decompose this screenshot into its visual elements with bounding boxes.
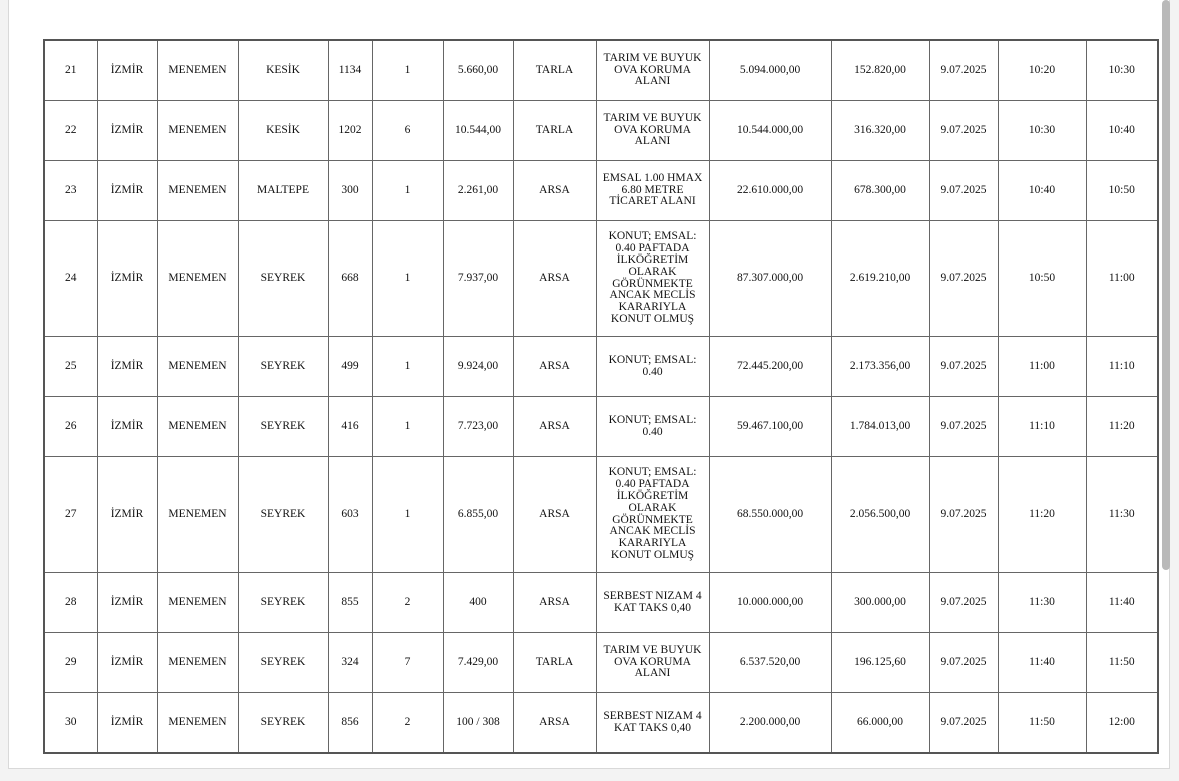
il-text: İZMİR [110, 272, 144, 285]
deposit-cell [831, 457, 929, 573]
end-time-cell [1086, 397, 1158, 457]
tarih-text: 9.07.2025 [940, 508, 987, 521]
bitis-text: 10:40 [1108, 124, 1135, 137]
province-cell [97, 633, 157, 693]
block-cell [328, 221, 372, 337]
no-text: 26 [65, 420, 77, 433]
start-time-cell [998, 40, 1086, 101]
deposit-cell [831, 397, 929, 457]
deposit-cell [831, 573, 929, 633]
district-cell [157, 221, 238, 337]
estimated-value-cell [709, 101, 831, 161]
province-cell [97, 457, 157, 573]
block-cell [328, 457, 372, 573]
ada-text: 416 [341, 420, 359, 433]
bitis-text: 10:30 [1108, 64, 1135, 77]
mahalle-text: SEYREK [260, 656, 306, 669]
imar-text: KONUT; EMSAL: 0.40 PAFTADA İLKÖĞRETİM OLARAK GÖRÜNMEKTE ANCAK MECLİS KARARIYLA KONUT OLMUŞ [608, 231, 697, 325]
district-cell [157, 40, 238, 101]
bitis-text: 11:20 [1108, 420, 1135, 433]
table-row [44, 573, 1158, 633]
province-cell [97, 161, 157, 221]
auction-date-cell [929, 633, 998, 693]
end-time-cell [1086, 40, 1158, 101]
teminat-text: 196.125,60 [854, 656, 906, 669]
mahalle-text: SEYREK [260, 716, 306, 729]
bedel-text: 72.445.200,00 [736, 360, 804, 373]
area-cell [443, 40, 513, 101]
ada-text: 1134 [338, 64, 362, 77]
nitelik-text: ARSA [539, 272, 570, 285]
no-text: 21 [65, 64, 77, 77]
end-time-cell [1086, 633, 1158, 693]
ada-text: 499 [341, 360, 359, 373]
row-number-cell [44, 457, 97, 573]
area-cell [443, 633, 513, 693]
parcel-cell [372, 337, 443, 397]
zoning-status-cell [596, 161, 709, 221]
nitelik-text: ARSA [539, 360, 570, 373]
tarih-text: 9.07.2025 [940, 184, 987, 197]
imar-text: SERBEST NİZAM 4 KAT TAKS 0,40 [603, 710, 702, 734]
province-cell [97, 221, 157, 337]
block-cell [328, 693, 372, 754]
ada-text: 603 [341, 508, 359, 521]
area-cell [443, 161, 513, 221]
no-text: 28 [65, 596, 77, 609]
mahalle-text: SEYREK [260, 596, 306, 609]
imar-text: SERBEST NİZAM 4 KAT TAKS 0,40 [603, 590, 702, 614]
teminat-text: 2.619.210,00 [849, 272, 911, 285]
end-time-cell [1086, 457, 1158, 573]
estimated-value-cell [709, 633, 831, 693]
table-row [44, 693, 1158, 754]
property-type-cell [513, 101, 596, 161]
end-time-cell [1086, 337, 1158, 397]
deposit-cell [831, 161, 929, 221]
end-time-cell [1086, 161, 1158, 221]
baslangic-text: 11:00 [1029, 360, 1055, 373]
area-cell [443, 337, 513, 397]
baslangic-text: 10:30 [1028, 124, 1056, 137]
district-cell [157, 337, 238, 397]
district-cell [157, 101, 238, 161]
zoning-status-cell [596, 337, 709, 397]
alan-text: 7.723,00 [457, 420, 499, 433]
zoning-status-cell [596, 40, 709, 101]
auction-date-cell [929, 337, 998, 397]
start-time-cell [998, 161, 1086, 221]
no-text: 29 [65, 656, 77, 669]
parsel-text: 1 [404, 360, 411, 373]
bedel-text: 6.537.520,00 [739, 656, 801, 669]
zoning-status-cell [596, 397, 709, 457]
parcel-cell [372, 101, 443, 161]
alan-text: 7.937,00 [457, 272, 499, 285]
parcel-cell [372, 397, 443, 457]
parcel-cell [372, 40, 443, 101]
start-time-cell [998, 633, 1086, 693]
block-cell [328, 573, 372, 633]
row-number-cell [44, 693, 97, 754]
neighborhood-cell [238, 337, 328, 397]
tarih-text: 9.07.2025 [940, 124, 987, 137]
auction-date-cell [929, 101, 998, 161]
start-time-cell [998, 221, 1086, 337]
ilce-text: MENEMEN [168, 184, 227, 197]
province-cell [97, 40, 157, 101]
row-number-cell [44, 221, 97, 337]
table-row [44, 101, 1158, 161]
deposit-cell [831, 693, 929, 754]
district-cell [157, 161, 238, 221]
row-number-cell [44, 633, 97, 693]
auction-date-cell [929, 161, 998, 221]
imar-text: KONUT; EMSAL: 0.40 [608, 354, 697, 378]
property-type-cell [513, 161, 596, 221]
neighborhood-cell [238, 221, 328, 337]
deposit-cell [831, 633, 929, 693]
estimated-value-cell [709, 221, 831, 337]
teminat-text: 678.300,00 [854, 184, 906, 197]
table-row [44, 40, 1158, 101]
baslangic-text: 11:50 [1029, 716, 1055, 729]
estimated-value-cell [709, 397, 831, 457]
imar-text: KONUT; EMSAL: 0.40 PAFTADA İLKÖĞRETİM OLARAK GÖRÜNMEKTE ANCAK MECLİS KARARIYLA KONUT OLMUŞ [608, 467, 697, 561]
baslangic-text: 10:50 [1028, 272, 1056, 285]
table-body [44, 40, 1158, 753]
bitis-text: 12:00 [1108, 716, 1135, 729]
property-type-cell [513, 633, 596, 693]
teminat-text: 2.056.500,00 [849, 508, 911, 521]
bedel-text: 5.094.000,00 [739, 64, 801, 77]
block-cell [328, 40, 372, 101]
auction-date-cell [929, 397, 998, 457]
parcel-cell [372, 573, 443, 633]
ada-text: 668 [341, 272, 359, 285]
ilce-text: MENEMEN [168, 360, 227, 373]
estimated-value-cell [709, 40, 831, 101]
bedel-text: 10.544.000,00 [736, 124, 804, 137]
il-text: İZMİR [110, 596, 144, 609]
mahalle-text: KESİK [266, 124, 300, 137]
auction-date-cell [929, 457, 998, 573]
table-row [44, 633, 1158, 693]
imar-text: KONUT; EMSAL: 0.40 [608, 414, 697, 438]
table-row [44, 161, 1158, 221]
block-cell [328, 161, 372, 221]
row-number-cell [44, 161, 97, 221]
province-cell [97, 573, 157, 633]
parcel-cell [372, 633, 443, 693]
deposit-cell [831, 101, 929, 161]
row-number-cell [44, 337, 97, 397]
block-cell [328, 337, 372, 397]
no-text: 27 [65, 508, 77, 521]
bedel-text: 68.550.000,00 [736, 508, 804, 521]
start-time-cell [998, 101, 1086, 161]
block-cell [328, 397, 372, 457]
mahalle-text: MALTEPE [257, 184, 309, 197]
province-cell [97, 101, 157, 161]
district-cell [157, 397, 238, 457]
alan-text: 6.855,00 [457, 508, 499, 521]
neighborhood-cell [238, 397, 328, 457]
property-type-cell [513, 457, 596, 573]
ilce-text: MENEMEN [168, 596, 227, 609]
property-type-cell [513, 397, 596, 457]
mahalle-text: SEYREK [260, 272, 306, 285]
table-row [44, 221, 1158, 337]
bitis-text: 11:30 [1108, 508, 1135, 521]
vertical-scrollbar[interactable] [1162, 0, 1170, 570]
district-cell [157, 573, 238, 633]
tarih-text: 9.07.2025 [940, 272, 987, 285]
alan-text: 100 / 308 [456, 716, 500, 729]
imar-text: EMSAL 1.00 HMAX 6.80 METRE TİCARET ALANI [602, 172, 703, 208]
block-cell [328, 633, 372, 693]
auction-table [43, 39, 1159, 754]
baslangic-text: 11:20 [1029, 508, 1055, 521]
district-cell [157, 457, 238, 573]
il-text: İZMİR [110, 64, 144, 77]
district-cell [157, 633, 238, 693]
parcel-cell [372, 221, 443, 337]
no-text: 25 [65, 360, 77, 373]
mahalle-text: KESİK [266, 64, 300, 77]
bedel-text: 22.610.000,00 [736, 184, 804, 197]
bedel-text: 10.000.000,00 [736, 596, 804, 609]
neighborhood-cell [238, 693, 328, 754]
nitelik-text: TARLA [535, 124, 574, 137]
ada-text: 300 [341, 184, 359, 197]
teminat-text: 66.000,00 [857, 716, 903, 729]
area-cell [443, 457, 513, 573]
estimated-value-cell [709, 457, 831, 573]
auction-date-cell [929, 221, 998, 337]
il-text: İZMİR [110, 508, 144, 521]
bedel-text: 59.467.100,00 [736, 420, 804, 433]
province-cell [97, 337, 157, 397]
area-cell [443, 693, 513, 754]
end-time-cell [1086, 573, 1158, 633]
tarih-text: 9.07.2025 [940, 596, 987, 609]
row-number-cell [44, 573, 97, 633]
parcel-cell [372, 457, 443, 573]
zoning-status-cell [596, 457, 709, 573]
imar-text: TARIM VE BÜYÜK OVA KORUMA ALANI [603, 52, 702, 88]
deposit-cell [831, 337, 929, 397]
ilce-text: MENEMEN [168, 420, 227, 433]
nitelik-text: TARLA [535, 64, 574, 77]
baslangic-text: 10:20 [1028, 64, 1056, 77]
row-number-cell [44, 397, 97, 457]
baslangic-text: 11:10 [1029, 420, 1055, 433]
parsel-text: 7 [404, 656, 411, 669]
alan-text: 10.544,00 [455, 124, 501, 137]
end-time-cell [1086, 221, 1158, 337]
neighborhood-cell [238, 573, 328, 633]
zoning-status-cell [596, 693, 709, 754]
tarih-text: 9.07.2025 [940, 360, 987, 373]
parsel-text: 2 [404, 716, 411, 729]
end-time-cell [1086, 693, 1158, 754]
no-text: 22 [65, 124, 77, 137]
nitelik-text: TARLA [535, 656, 574, 669]
teminat-text: 2.173.356,00 [849, 360, 911, 373]
parsel-text: 1 [404, 420, 411, 433]
ilce-text: MENEMEN [168, 64, 227, 77]
no-text: 24 [65, 272, 77, 285]
il-text: İZMİR [110, 656, 144, 669]
tarih-text: 9.07.2025 [940, 64, 987, 77]
teminat-text: 316.320,00 [854, 124, 906, 137]
nitelik-text: ARSA [539, 420, 570, 433]
parsel-text: 1 [404, 508, 411, 521]
ada-text: 324 [341, 656, 359, 669]
alan-text: 9.924,00 [457, 360, 499, 373]
parsel-text: 2 [404, 596, 411, 609]
start-time-cell [998, 397, 1086, 457]
tarih-text: 9.07.2025 [940, 716, 987, 729]
alan-text: 2.261,00 [457, 184, 499, 197]
table-container [43, 39, 1157, 755]
imar-text: TARIM VE BÜYÜK OVA KORUMA ALANI [603, 112, 702, 148]
ilce-text: MENEMEN [168, 508, 227, 521]
alan-text: 5.660,00 [457, 64, 499, 77]
alan-text: 400 [469, 596, 487, 609]
ilce-text: MENEMEN [168, 656, 227, 669]
baslangic-text: 11:40 [1029, 656, 1055, 669]
district-cell [157, 693, 238, 754]
estimated-value-cell [709, 693, 831, 754]
nitelik-text: ARSA [539, 508, 570, 521]
start-time-cell [998, 337, 1086, 397]
no-text: 23 [65, 184, 77, 197]
bitis-text: 11:50 [1108, 656, 1135, 669]
deposit-cell [831, 40, 929, 101]
auction-date-cell [929, 573, 998, 633]
bitis-text: 11:40 [1108, 596, 1135, 609]
nitelik-text: ARSA [539, 184, 570, 197]
property-type-cell [513, 40, 596, 101]
no-text: 30 [65, 716, 77, 729]
il-text: İZMİR [110, 716, 144, 729]
teminat-text: 152.820,00 [854, 64, 906, 77]
start-time-cell [998, 573, 1086, 633]
estimated-value-cell [709, 573, 831, 633]
province-cell [97, 693, 157, 754]
area-cell [443, 101, 513, 161]
estimated-value-cell [709, 337, 831, 397]
table-row [44, 397, 1158, 457]
bedel-text: 87.307.000,00 [736, 272, 804, 285]
il-text: İZMİR [110, 124, 144, 137]
neighborhood-cell [238, 161, 328, 221]
il-text: İZMİR [110, 360, 144, 373]
mahalle-text: SEYREK [260, 420, 306, 433]
baslangic-text: 10:40 [1028, 184, 1056, 197]
table-row [44, 337, 1158, 397]
neighborhood-cell [238, 457, 328, 573]
row-number-cell [44, 101, 97, 161]
start-time-cell [998, 693, 1086, 754]
deposit-cell [831, 221, 929, 337]
ilce-text: MENEMEN [168, 124, 227, 137]
neighborhood-cell [238, 101, 328, 161]
zoning-status-cell [596, 101, 709, 161]
area-cell [443, 397, 513, 457]
auction-date-cell [929, 40, 998, 101]
ada-text: 1202 [338, 124, 362, 137]
bitis-text: 11:00 [1108, 272, 1135, 285]
imar-text: TARIM VE BÜYÜK OVA KORUMA ALANI [603, 644, 702, 680]
zoning-status-cell [596, 573, 709, 633]
mahalle-text: SEYREK [260, 508, 306, 521]
alan-text: 7.429,00 [457, 656, 499, 669]
tarih-text: 9.07.2025 [940, 420, 987, 433]
auction-date-cell [929, 693, 998, 754]
property-type-cell [513, 337, 596, 397]
area-cell [443, 221, 513, 337]
ilce-text: MENEMEN [168, 716, 227, 729]
teminat-text: 1.784.013,00 [849, 420, 911, 433]
baslangic-text: 11:30 [1029, 596, 1055, 609]
parcel-cell [372, 693, 443, 754]
property-type-cell [513, 693, 596, 754]
tarih-text: 9.07.2025 [940, 656, 987, 669]
province-cell [97, 397, 157, 457]
ilce-text: MENEMEN [168, 272, 227, 285]
nitelik-text: ARSA [539, 596, 570, 609]
zoning-status-cell [596, 221, 709, 337]
parsel-text: 6 [404, 124, 411, 137]
bitis-text: 11:10 [1108, 360, 1135, 373]
block-cell [328, 101, 372, 161]
parsel-text: 1 [404, 272, 411, 285]
bedel-text: 2.200.000,00 [739, 716, 801, 729]
zoning-status-cell [596, 633, 709, 693]
neighborhood-cell [238, 40, 328, 101]
ada-text: 856 [341, 716, 359, 729]
parcel-cell [372, 161, 443, 221]
bitis-text: 10:50 [1108, 184, 1135, 197]
mahalle-text: SEYREK [260, 360, 306, 373]
property-type-cell [513, 221, 596, 337]
il-text: İZMİR [110, 420, 144, 433]
parsel-text: 1 [404, 184, 411, 197]
table-row [44, 457, 1158, 573]
parsel-text: 1 [404, 64, 411, 77]
il-text: İZMİR [110, 184, 144, 197]
neighborhood-cell [238, 633, 328, 693]
nitelik-text: ARSA [539, 716, 570, 729]
document-page [8, 0, 1170, 769]
end-time-cell [1086, 101, 1158, 161]
row-number-cell [44, 40, 97, 101]
estimated-value-cell [709, 161, 831, 221]
teminat-text: 300.000,00 [854, 596, 906, 609]
ada-text: 855 [341, 596, 359, 609]
start-time-cell [998, 457, 1086, 573]
area-cell [443, 573, 513, 633]
property-type-cell [513, 573, 596, 633]
